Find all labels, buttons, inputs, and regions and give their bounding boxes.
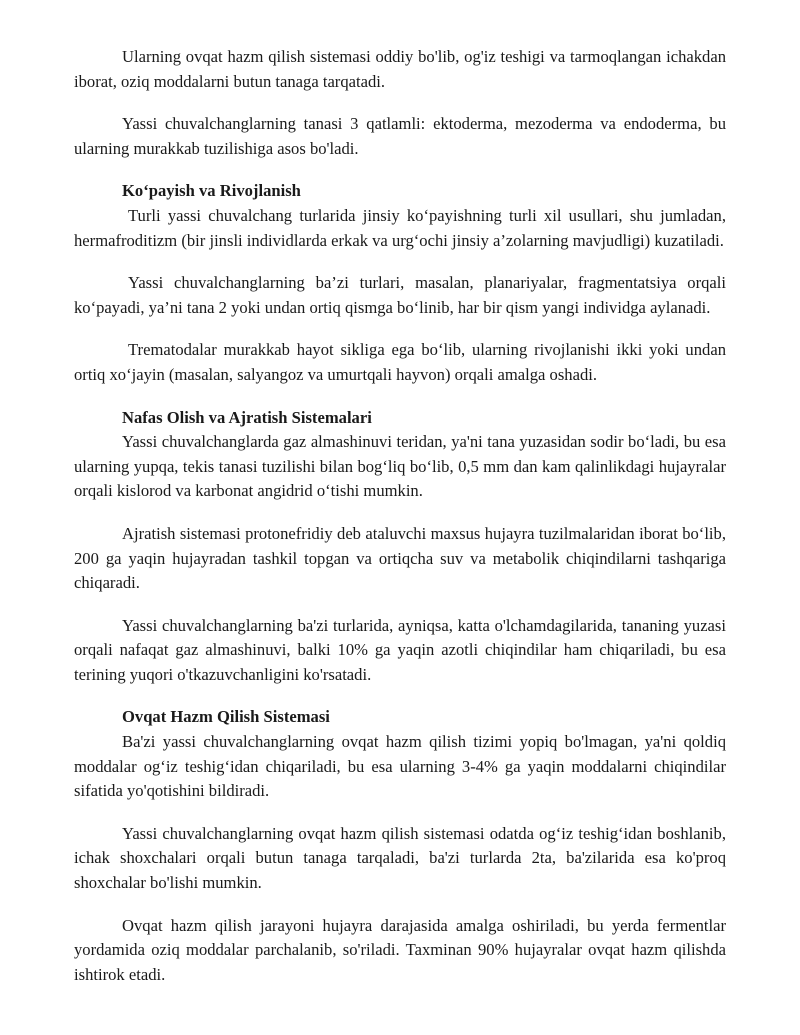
paragraph: Yassi chuvalchanglarning tanasi 3 qatlamli: ektoderma, mezoderma va endoderma, bu ularning murakkab tuzilishiga asos bo'ladi. [74, 114, 726, 158]
paragraph: Yassi chuvalchanglarning ba'zi turlarida, ayniqsa, katta o'lchamdagilarida, tananing yuzasi orqali nafaqat gaz almashinuvi, balki 10% ga yaqin azotli chiqindilar ham chiqariladi, bu esa terining yuqori o'tkazuvchanligini ko'rsatadi. [74, 615, 726, 684]
paragraph: Ovqat hazm qilish jarayoni hujayra darajasida amalga oshiriladi, bu yerda fermentlar yordamida oziq moddalar parchalanib, so'riladi. Taxminan 90% hujayralar ovqat hazm qilishda ishtirok etadi. [74, 915, 726, 984]
document-page [74, 45, 726, 1005]
paragraph: Ajratish sistemasi protonefridiy deb ataluvchi maxsus hujayra tuzilmalaridan iborat bo‘lib, 200 ga yaqin hujayradan tashkil topgan va ortiqcha suv va metabolik chiqindilarni tashqariga chiqaradi. [74, 523, 726, 593]
paragraph: Ba'zi yassi chuvalchanglarning ovqat hazm qilish tizimi yopiq bo'lmagan, ya'ni qoldiq moddalar og‘iz teshig‘idan chiqariladi, bu esa ularning 3-4% ga yaqin moddalarni chiqindilar sifatida yo'qotishini bildiradi. [74, 732, 726, 801]
paragraph: Ularning ovqat hazm qilish sistemasi oddiy bo'lib, og'iz teshigi va tarmoqlangan ichakdan iborat, oziq moddalarni butun tanaga tarqatadi. [74, 47, 726, 91]
paragraph: Yassi chuvalchanglarning ovqat hazm qilish sistemasi odatda og‘iz teshig‘idan boshlanib, ichak shoxchalari orqali butun tanaga tarqaladi, ba'zi turlarda 2ta, ba'zilarida esa ko'proq shoxchalar bo'lishi mumkin. [74, 823, 726, 893]
section-heading: Nafas Olish va Ajratish Sistemalari [122, 407, 372, 427]
paragraph: Yassi chuvalchanglarning ba’zi turlari, masalan, planariyalar, fragmentatsiya orqali ko‘payadi, ya’ni tana 2 yoki undan ortiq qismga bo‘linib, har bir qism yangi individga aylanadi. [74, 273, 726, 317]
paragraph: Yassi chuvalchanglarda gaz almashinuvi teridan, ya'ni tana yuzasidan sodir bo‘ladi, bu esa ularning yupqa, tekis tanasi tuzilishi bilan bog‘liq bo‘lib, 0,5 mm dan kam qalinlikdagi hujayralar orqali kislorod va karbonat angidrid o‘tishi mumkin. [74, 432, 726, 501]
section-heading: Ovqat Hazm Qilish Sistemasi [122, 707, 330, 727]
paragraph: Turli yassi chuvalchang turlarida jinsiy ko‘payishning turli xil usullari, shu jumladan, hermafroditizm (bir jinsli individlarda erkak va urg‘ochi jinsiy a’zolarning mavjudligi) kuzatiladi. [74, 205, 726, 250]
section-heading: Ko‘payish va Rivojlanish [122, 181, 301, 201]
paragraph: Trematodalar murakkab hayot sikliga ega bo‘lib, ularning rivojlanishi ikki yoki undan ortiq xo‘jayin (masalan, salyangoz va umurtqali hayvon) orqali amalga oshadi. [74, 340, 726, 384]
